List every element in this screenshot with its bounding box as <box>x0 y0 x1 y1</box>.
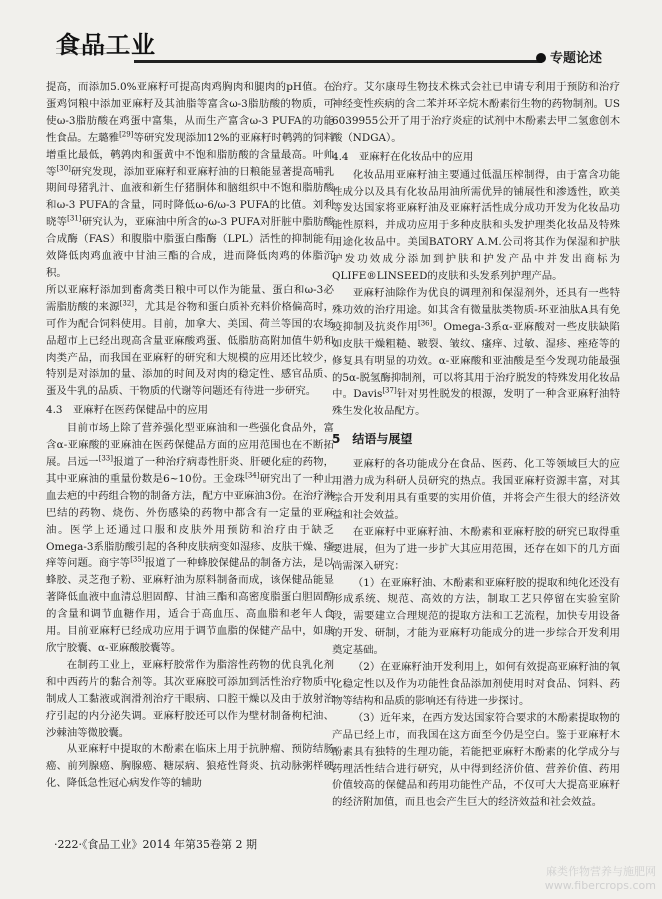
citation-ref: [32] <box>119 299 135 308</box>
text-run: 研究出了一种止血去疤的中药组合物的制备方法，配方中亚麻油3份。在治疗淋巴结的药物、烧伤、外伤感染的药物中都含有一定量的亚麻油。医学上还通过口服和皮肤外用预防和治疗由于缺乏Omega-3系脂肪酸引起的各种皮肤病变如湿疹、皮肤干燥、瘙痒等问题。商宇等 <box>46 472 334 570</box>
paragraph: （2）在亚麻籽油开发利用上，如何有效提高亚麻籽油的氧化稳定性以及作为功能性食品添加剂使用时对食品、饲料、药物等结构和品质的影响还有待进一步探讨。 <box>332 661 620 707</box>
page-footer <box>54 836 257 852</box>
text-run: 所以亚麻籽添加到畜禽类日粮中可以作为能量、蛋白和ω-3必需脂肪酸的来源 <box>46 283 334 313</box>
section-heading-4-3: 4.3 亚麻籽在医药保健品中的应用 <box>46 404 208 417</box>
paragraph: 从亚麻籽中提取的木酚素在临床上用于抗肿瘤、预防结肠癌、前列腺癌、胸腺癌、糖尿病、狼疮性肾炎、抗动脉粥样硬化、降低急性冠心病发作等的辅助 <box>46 743 334 790</box>
citation-ref: [30] <box>56 164 71 173</box>
citation-ref: [36] <box>417 319 433 328</box>
section-tag-label: 专题论述 <box>549 51 602 66</box>
text-run: 研究认为，亚麻油中所含的ω-3 PUFA对肝脏中脂肪酸合成酶（FAS）和腹脂中脂蛋白酯酶（LPL）活性的抑制能有效降低肉鸡血液中甘油三酯的合成，进而降低肉鸡的体脂沉积。 <box>46 216 335 279</box>
paragraph: 在制药工业上，亚麻籽胶常作为脂溶性药物的优良乳化剂和中西药片的黏合剂等。其次亚麻胶可添加到活性治疗物质中制成人工黏液或润滑剂治疗干眼病、口腔干燥以及由于放射治疗引起的内分泌失调。亚麻籽胶还可以作为壁材制备枸杞油、沙棘油等微胶囊。 <box>46 658 334 739</box>
paragraph: 在亚麻籽中亚麻籽油、木酚素和亚麻籽胶的研究已取得重要进展，但为了进一步扩大其应用范围，还存在如下的几方面尚需深入研究： <box>332 525 620 572</box>
paragraph: 化妆品用亚麻籽油主要通过低温压榨制得，由于富含功能性成分以及具有化妆品用油所需优异的铺展性和渗透性，欧美等发达国家将亚麻籽油及亚麻籽活性成分成功开发为化妆品功能性原料，并成功应用于多种皮肤和头发护理类化妆品及特殊用途化妆品中。美国BATORY A.M.公司将其作为保湿和护肤护发功效成分添加到护肤和护发产品中并发出商标为QLIFE®LINSEED的皮肤和头发系列护理产品。 <box>332 168 620 283</box>
citation-ref: [34] <box>245 471 260 480</box>
citation-ref: [33] <box>98 454 113 463</box>
watermark-url: www.fibercrops.com <box>544 879 656 892</box>
section-heading-4-4: 4.4 亚麻籽在化妆品中的应用 <box>332 150 474 163</box>
text-run: ，尤其是谷物和蛋白质补充料价格偏高时，可作为配合饲料使用。目前，加拿大、美国、荷兰等国的农场品超市上已经出现高含量亚麻酸鸡蛋、低脂肪高附加值牛奶和肉类产品，而我国在亚麻籽的研究和大规模的应用还比较少，特别是对添加的量、添加的时间及对肉的稳定性、感官品质、蛋及牛乳的品质、干物质的代谢等问题还有待进一步研究。 <box>46 300 335 398</box>
section-tag <box>536 50 602 68</box>
watermark-title: 麻类作物营养与施肥网 <box>546 865 656 878</box>
page-number: ·222· <box>54 838 82 851</box>
text-run: 报道了一种蜂胶保健品的制备方法，是以蜂胶、灵芝孢子粉、亚麻籽油为原料制备而成，该保健品能显著降低血液中血清总胆固醇、甘油三酯和高密度脂蛋白胆固醇的含量和调节血糖作用，适合于高血压、高血脂和老年人食用。目前亚麻籽已经成功应用于调节血脂的保健产品中，如康欣宁胶囊、α-亚麻酸胶囊等。 <box>46 557 335 654</box>
text-run: 目前市场上除了营养强化型亚麻油和一些强化食品外，富含α-亚麻酸的亚麻油在医药保健品方面的应用范围也在不断拓展。吕远一 <box>46 422 334 469</box>
citation-ref: [37] <box>382 386 397 395</box>
paragraph: （3）近年来，在西方发达国家符合要求的木酚素提取物的产品已经上市，而我国在这方面至今仍是空白。鉴于亚麻籽木酚素具有独特的生理功能，若能把亚麻籽木酚素的化学成分与药理活性结合进行研究，从中得到经济价值、营养价值、药用价值较高的保健品和药用功能性产品，不仅可大大提高亚麻籽的经济附加值，而且也会产生巨大的经济效益和社会效益。 <box>332 711 620 809</box>
paragraph: （1）在亚麻籽油、木酚素和亚麻籽胶的提取和纯化还没有形成系统、规范、高效的方法，制取工艺只停留在实验室阶段，需要建立合理规范的提取方法和工艺流程，加快专用设备的开发、研制，才能为亚麻籽功能成分的进一步综合开发利用奠定基础。 <box>332 576 620 657</box>
text-run: 等研究发现添加12%的亚麻籽时鹌鹑的饲料增重比最低，鹌鹑肉和蛋黄中不饱和脂肪酸的含量最高。叶帅等 <box>46 131 335 178</box>
text-run: 报道了一种治疗病毒性肝炎、肝硬化症的药物，其中亚麻油的重量份数是6~10份。王金珠 <box>46 456 335 485</box>
citation-ref: [29] <box>119 130 134 139</box>
right-column <box>332 79 620 811</box>
paragraph: 治疗。艾尔康母生物技术株式会社已申请专利用于预防和治疗神经变性疾病的含二苯并环辛烷木酚素衍生物的药物制剂。US 6039955公开了用于治疗炎症的试剂中木酚素去甲二氢愈创木酸（NDGA）。 <box>332 81 620 144</box>
paragraph: 亚麻籽的各功能成分在食品、医药、化工等领域巨大的应用潜力成为科研人员研究的热点。我国亚麻籽资源丰富，对其综合开发利用具有重要的实用价值，并将会产生很大的经济效益和社会效益。 <box>332 458 620 521</box>
paragraph <box>332 285 620 420</box>
text-run: 针对男性脱发的根源，发明了一种含亚麻籽油特殊生发化妆品配方。 <box>332 388 620 418</box>
paragraph <box>46 79 334 282</box>
journal-logo: 食品工业 <box>56 30 156 59</box>
section-heading-5: 5 结语与展望 <box>332 432 413 447</box>
site-watermark <box>545 865 656 893</box>
paragraph <box>46 282 334 400</box>
text-run: 提高，而添加5.0%亚麻籽可提高肉鸡胸肉和腿肉的pH值。在蛋鸡饲粮中添加亚麻籽及其油脂等富含ω-3脂肪酸的物质，可使ω-3脂肪酸在鸡蛋中富集，从而生产富含ω-3 PUFA的功能性食品。左璐雅 <box>46 81 334 144</box>
journal-citation: 《食品工业》2014 年第35卷第 2 期 <box>82 838 257 851</box>
citation-ref: [35] <box>130 556 145 564</box>
bullet-dot-icon <box>536 53 546 63</box>
logo-underline-divider <box>56 48 130 54</box>
page-header <box>0 0 662 74</box>
text-run: 研究发现，添加亚麻籽和亚麻籽油的日粮能显著提高哺乳期间母猪乳汁、血液和新生仔猪胴体和脑组织中不饱和脂肪酸和ω-3 PUFA的含量，同时降低ω-6/ω-3 PUFA的比值。刘利晓等 <box>46 165 335 229</box>
citation-ref: [31] <box>67 214 82 223</box>
text-run: 亚麻籽油除作为优良的调理剂和保湿剂外，还具有一些特殊功效的治疗用途。如其含有微量肽类物质-环亚油肽A具有免疫抑制及抗炎作用 <box>332 286 620 333</box>
paragraph <box>46 420 334 657</box>
text-run: 。Omega-3系α-亚麻酸对一些皮肤缺陷如皮肤干燥粗糙、皲裂、皱纹、瘙痒、过敏、湿疹、痤疮等的修复具有明显的功效。α-亚麻酸和亚油酸是至今发现功能最强的5α-脱氢酶抑制剂，可以将其用于治疗脱发的特殊发用化妆品中。Davis <box>332 320 621 401</box>
header-rule-divider <box>134 60 542 63</box>
left-column <box>46 79 334 792</box>
